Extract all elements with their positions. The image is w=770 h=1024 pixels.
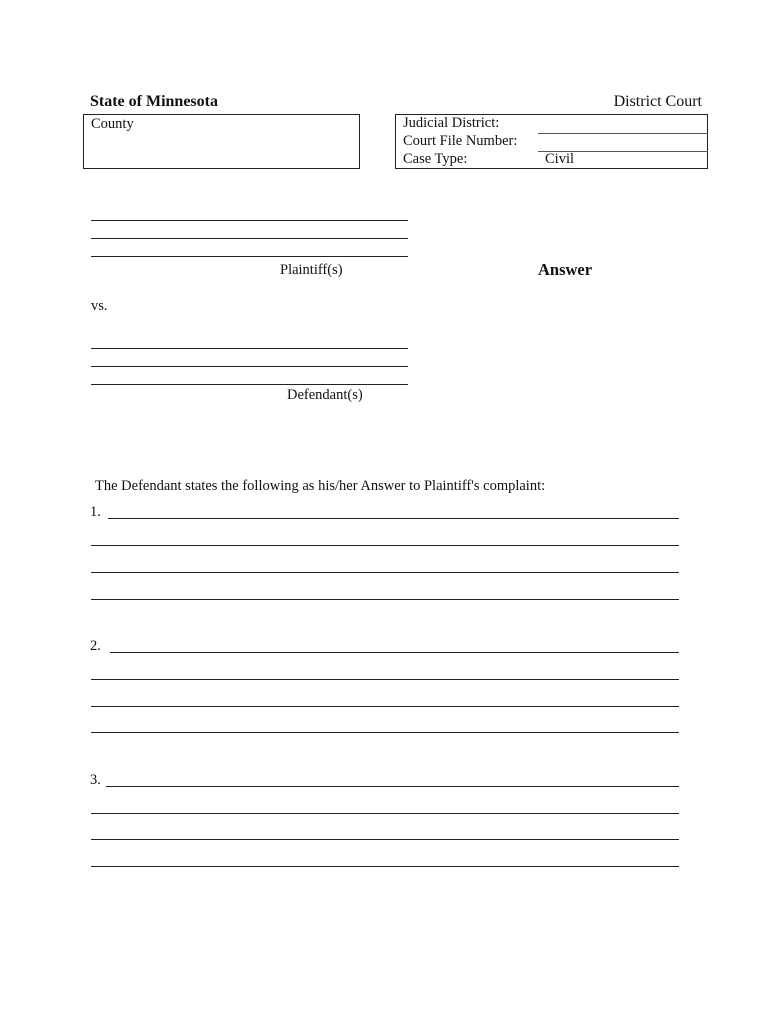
defendant-line[interactable]	[91, 384, 408, 385]
item-number: 1.	[90, 504, 101, 520]
plaintiff-line[interactable]	[91, 220, 408, 221]
defendant-label: Defendant(s)	[287, 387, 363, 403]
answer-line[interactable]	[91, 866, 679, 867]
document-title: Answer	[538, 260, 593, 279]
item-number: 3.	[90, 772, 101, 788]
state-title: State of Minnesota	[90, 93, 218, 110]
county-box[interactable]	[83, 114, 360, 169]
answer-intro: The Defendant states the following as his/her Answer to Plaintiff's complaint:	[95, 478, 546, 494]
answer-line[interactable]	[91, 572, 679, 573]
county-label: County	[91, 116, 134, 132]
case-type-label: Case Type:	[403, 151, 468, 167]
court-name: District Court	[613, 93, 702, 110]
judicial-district-field[interactable]	[538, 133, 708, 134]
answer-line[interactable]	[106, 786, 679, 787]
answer-line[interactable]	[91, 599, 679, 600]
answer-line[interactable]	[110, 652, 679, 653]
answer-line[interactable]	[91, 839, 679, 840]
versus-label: vs.	[91, 298, 108, 314]
court-info-box	[395, 114, 708, 169]
plaintiff-line[interactable]	[91, 238, 408, 239]
court-file-number-label: Court File Number:	[403, 133, 518, 149]
plaintiff-label: Plaintiff(s)	[280, 262, 343, 278]
answer-line[interactable]	[91, 813, 679, 814]
plaintiff-line[interactable]	[91, 256, 408, 257]
judicial-district-label: Judicial District:	[403, 115, 500, 131]
case-type-value: Civil	[545, 151, 575, 167]
answer-line[interactable]	[91, 732, 679, 733]
answer-line[interactable]	[91, 545, 679, 546]
defendant-line[interactable]	[91, 366, 408, 367]
item-number: 2.	[90, 638, 101, 654]
answer-line[interactable]	[108, 518, 679, 519]
defendant-line[interactable]	[91, 348, 408, 349]
answer-line[interactable]	[91, 706, 679, 707]
answer-line[interactable]	[91, 679, 679, 680]
